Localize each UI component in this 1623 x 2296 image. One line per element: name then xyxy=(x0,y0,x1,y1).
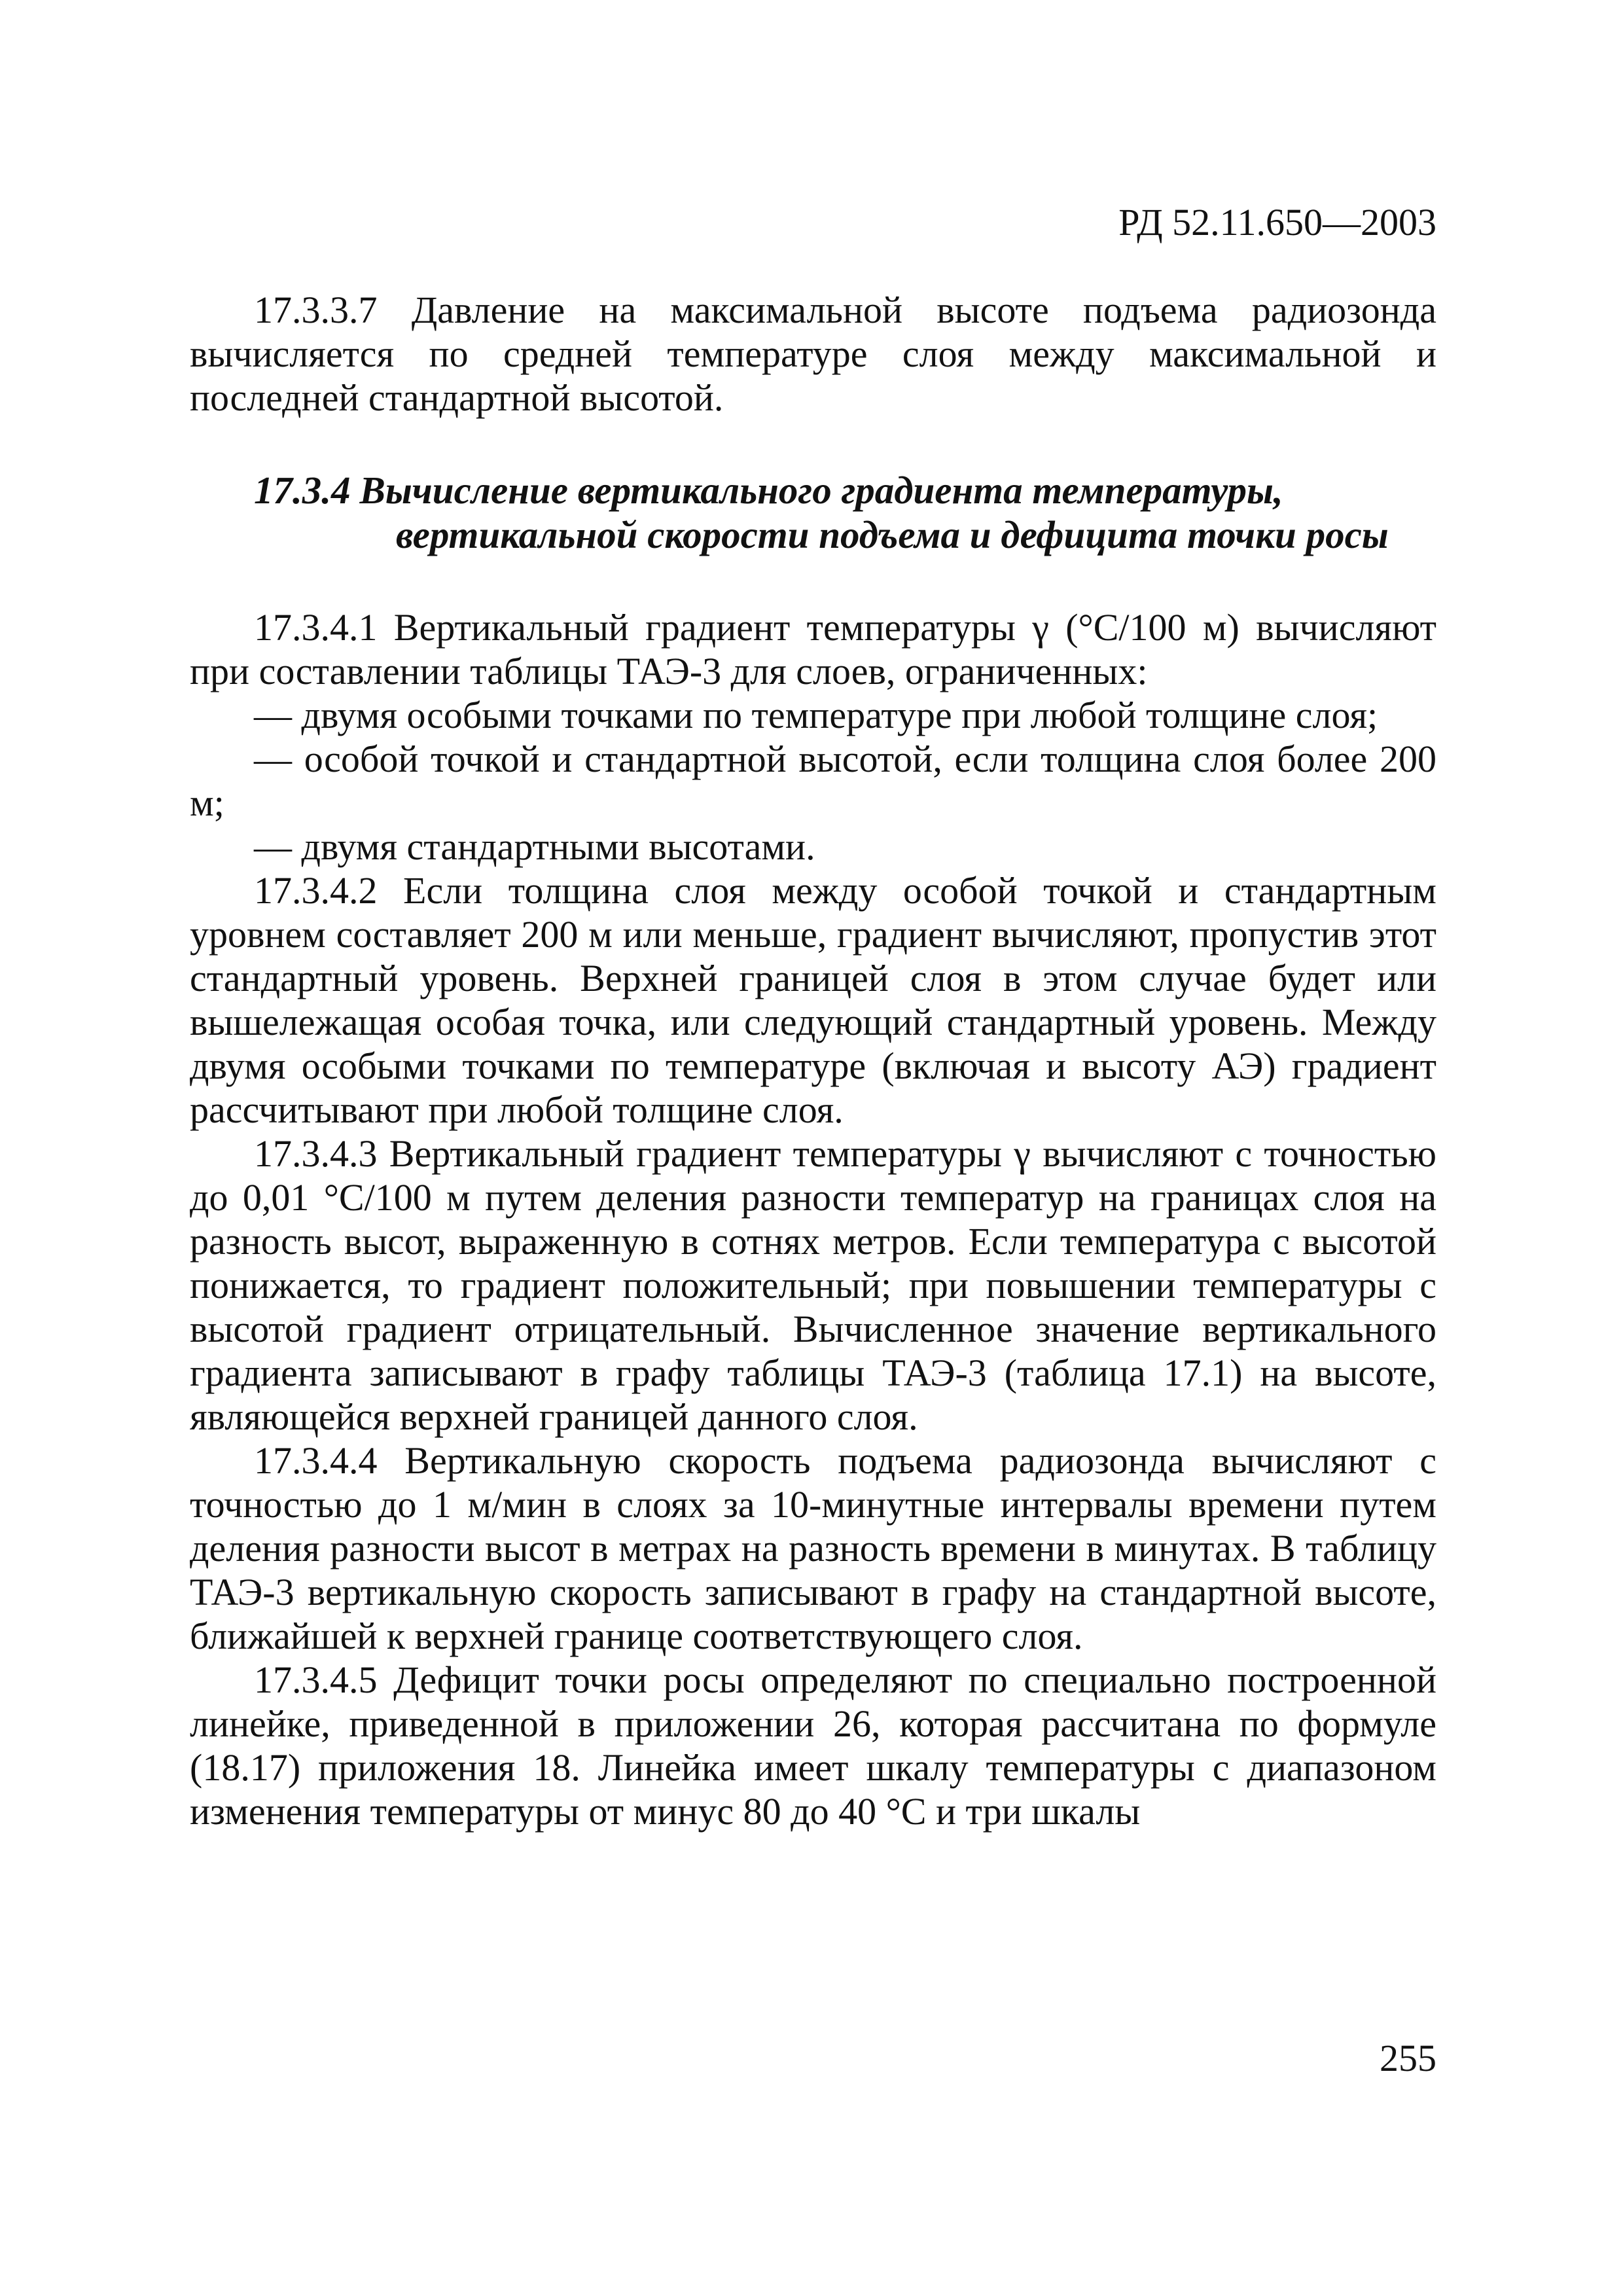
paragraph-17-3-4-3: 17.3.4.3 Вертикальный градиент температуры γ вычисляют с точностью до 0,01 °С/100 м путем деления разности температур на границах слоя на разность высот, выраженную в сотнях метров. Если температура с высотой понижается, то градиент положительный; при повышении температуры с высотой градиент отрицательный. Вычисленное значение вертикального градиента записывают в графу таблицы ТАЭ-3 (таблица 17.1) на высоте, являющейся верхней границей данного слоя. xyxy=(190,1132,1436,1438)
paragraph-17-3-4-1: 17.3.4.1 Вертикальный градиент температуры γ (°С/100 м) вычисляют при составлении таблицы ТАЭ-3 для слоев, ограниченных: xyxy=(190,606,1436,692)
section-number: 17.3.4 xyxy=(254,469,351,512)
paragraph-17-3-4-5: 17.3.4.5 Дефицит точки росы определяют по специально построенной линейке, приведенной в приложении 26, которая рассчитана по формуле (18.17) приложения 18. Линейка имеет шкалу температуры с диапазоном изменения температуры от минус 80 до 40 °С и три шкалы xyxy=(190,1659,1436,1833)
section-heading xyxy=(190,468,1436,557)
section-title-line-1: Вычисление вертикального градиента температуры, xyxy=(359,469,1283,512)
paragraph-17-3-4-2: 17.3.4.2 Если толщина слоя между особой точкой и стандартным уровнем составляет 200 м или меньше, градиент вычисляют, пропустив этот стандартный уровень. Верхней границей слоя в этом случае будет или вышележащая особая точка, или следующий стандартный уровень. Между двумя особыми точками по температуре (включая и высоту АЭ) градиент рассчитывают при любой толщине слоя. xyxy=(190,869,1436,1131)
page-number: 255 xyxy=(1380,2037,1436,2079)
paragraph-17-3-3-7: 17.3.3.7 Давление на максимальной высоте подъема радиозонда вычисляется по средней температуре слоя между максимальной и последней стандартной высотой. xyxy=(190,289,1436,419)
list-item: — двумя особыми точками по температуре при любой толщине слоя; xyxy=(254,694,1378,736)
document-code: РД 52.11.650—2003 xyxy=(1118,201,1436,243)
page-content xyxy=(190,288,1436,1833)
list-item: — двумя стандартными высотами. xyxy=(254,825,815,868)
paragraph-17-3-4-4: 17.3.4.4 Вертикальную скорость подъема радиозонда вычисляют с точностью до 1 м/мин в слоях за 10-минутные интервалы времени путем деления разности высот в метрах на разность времени в минутах. В таблицу ТАЭ-3 вертикальную скорость записывают в графу на стандартной высоте, ближайшей к верхней границе соответствующего слоя. xyxy=(190,1439,1436,1657)
list-item: — особой точкой и стандартной высотой, если толщина слоя более 200 м; xyxy=(190,738,1436,824)
section-title-line-2: вертикальной скорости подъема и дефицита точки росы xyxy=(396,513,1389,556)
